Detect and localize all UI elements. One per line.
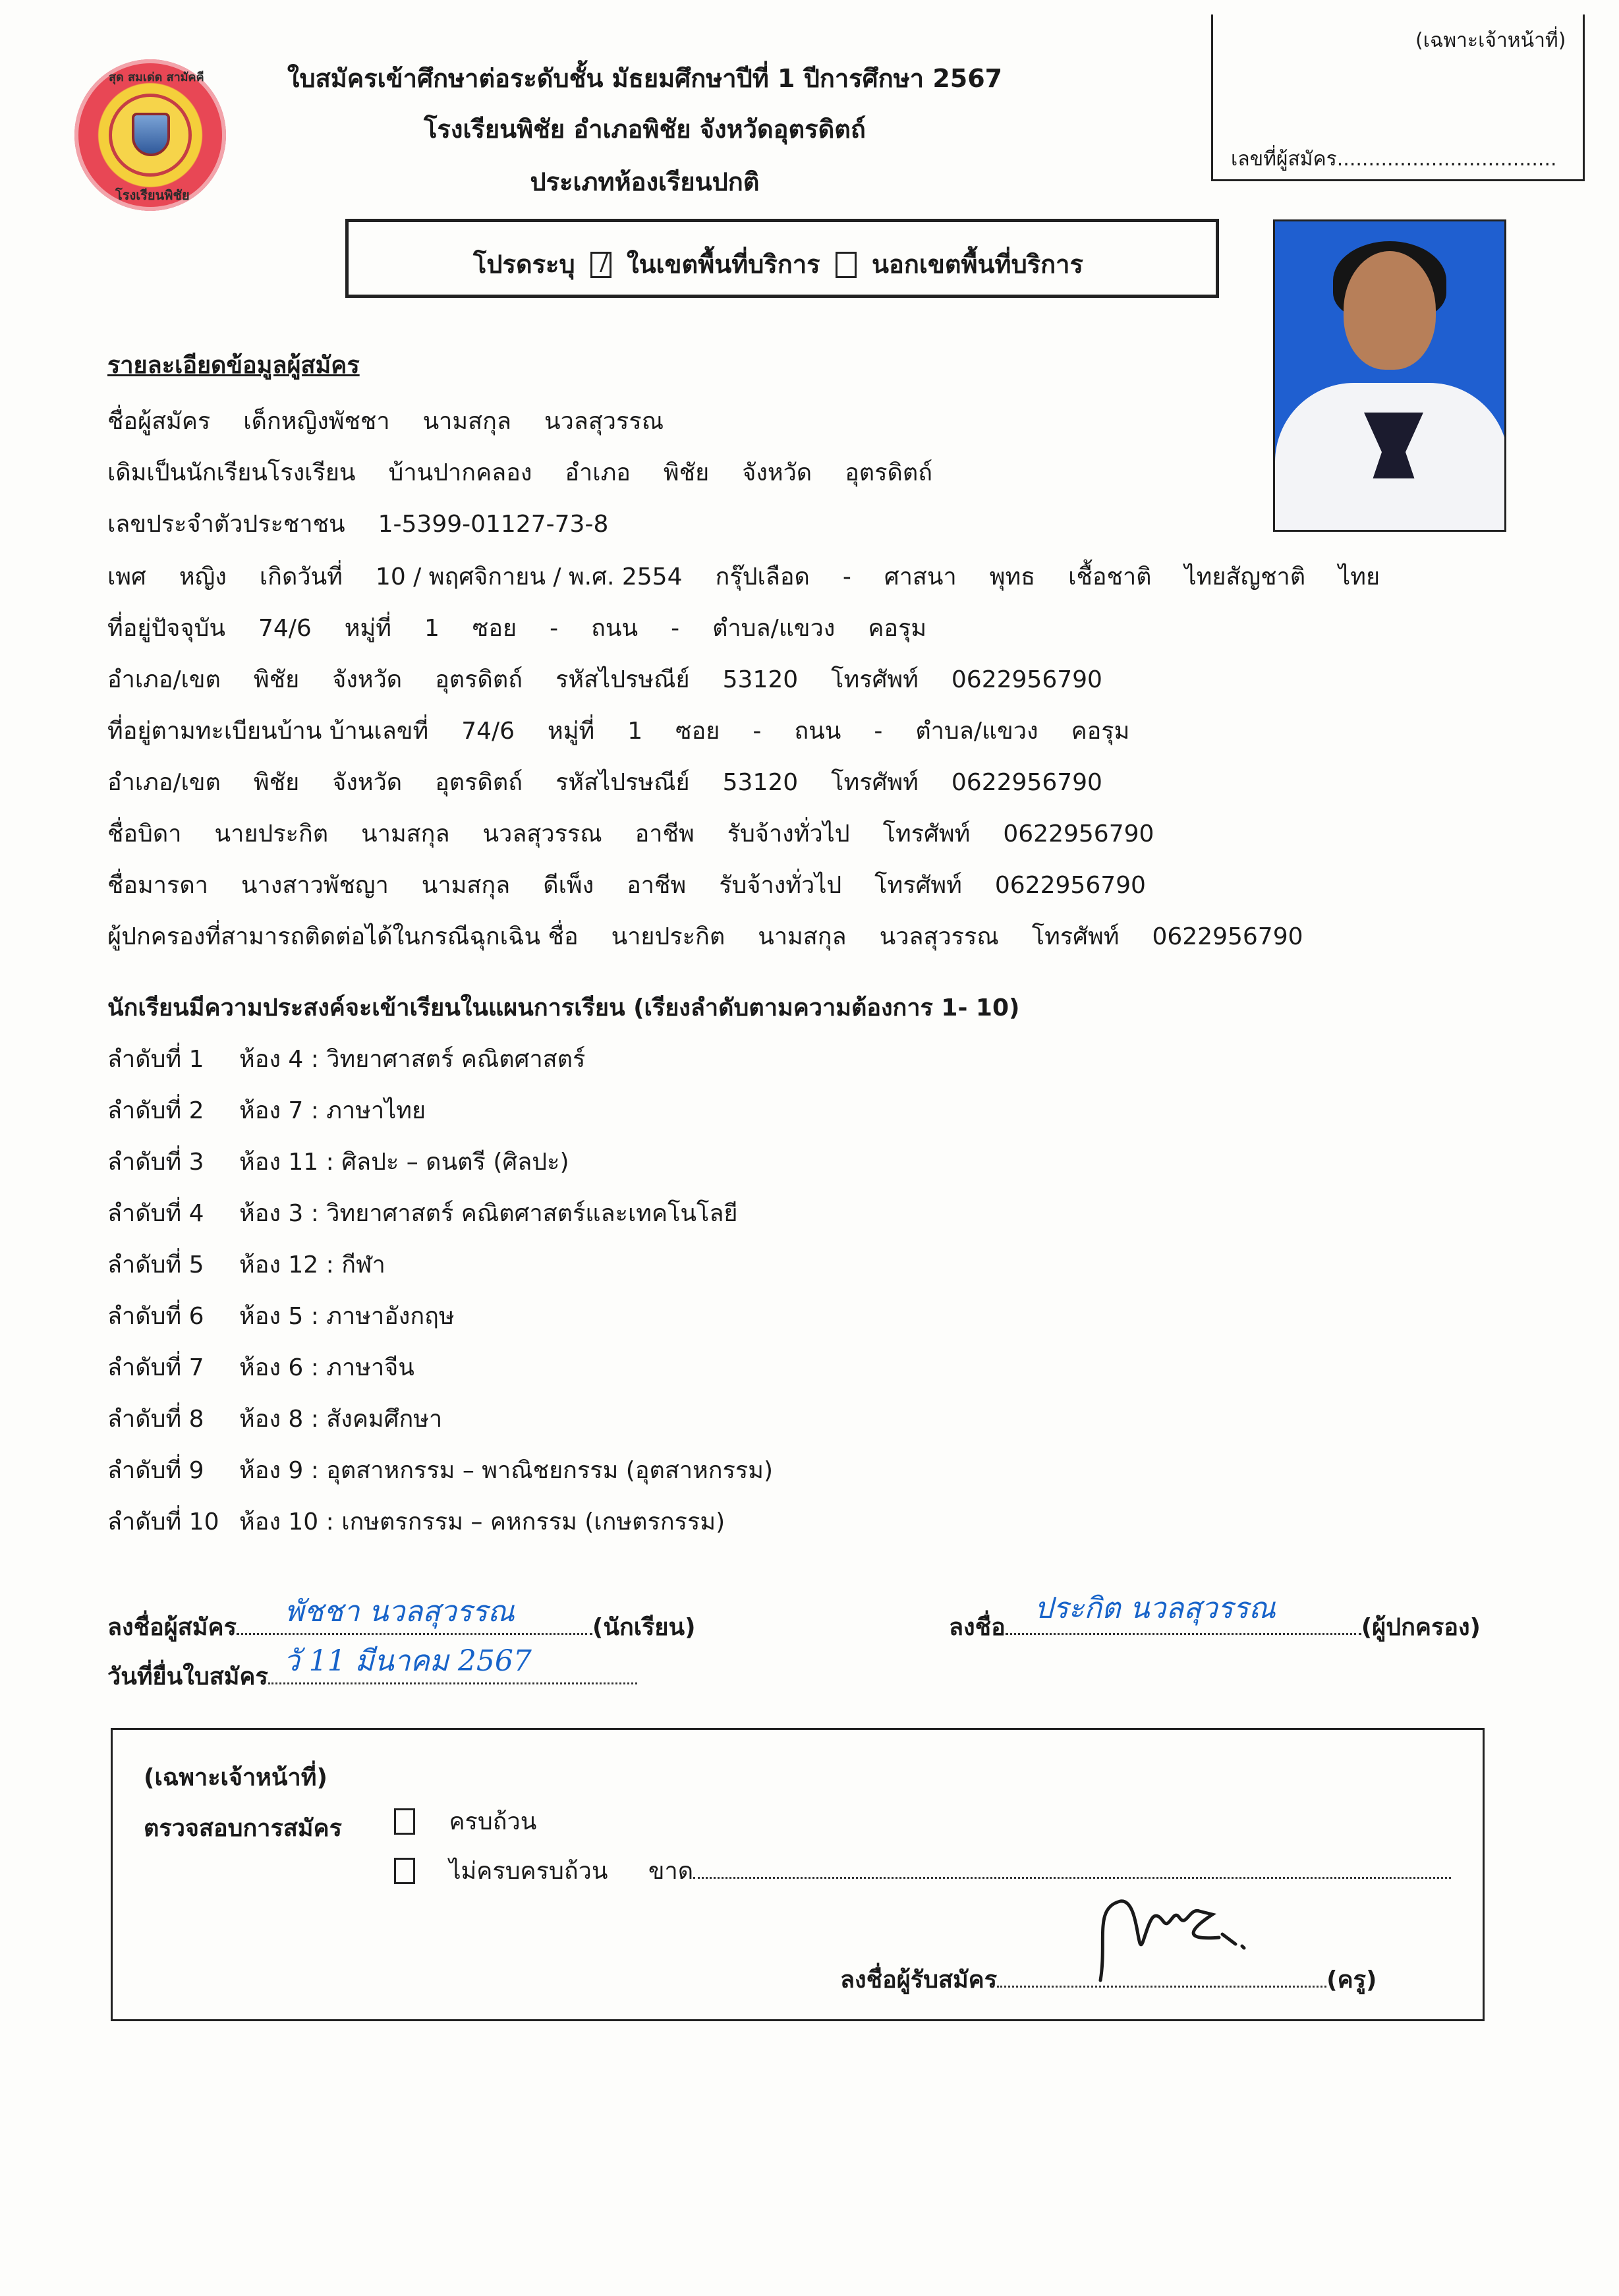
- applicant-handwritten-name: พัชชา นวลสุวรรณ: [285, 1595, 515, 1628]
- detail-value: 0622956790: [994, 872, 1146, 899]
- receiver-signature-icon: [1081, 1881, 1265, 1987]
- in-area-label: ในเขตพื้นที่บริการ: [627, 250, 820, 279]
- preference-room: ห้อง 7 : ภาษาไทย: [239, 1097, 426, 1124]
- guardian-sign-label: ลงชื่อ: [949, 1614, 1006, 1641]
- detail-value: -: [842, 563, 851, 590]
- detail-label: หมู่ที่: [344, 615, 391, 642]
- detail-label: โทรศัพท์: [1031, 923, 1120, 950]
- detail-value: คอรุม: [1071, 718, 1130, 745]
- detail-label: รหัสไปรษณีย์: [555, 769, 690, 796]
- detail-value: หญิง: [179, 563, 227, 590]
- preference-item: [107, 1348, 414, 1386]
- detail-row: [107, 402, 696, 440]
- incomplete-row: [387, 1852, 1451, 1889]
- detail-value: รับจ้างทั่วไป: [727, 820, 850, 847]
- detail-label: ซอย: [675, 718, 720, 745]
- preference-room: ห้อง 6 : ภาษาจีน: [239, 1354, 414, 1381]
- detail-row: [107, 917, 1336, 955]
- detail-value: 0622956790: [951, 769, 1102, 796]
- check-label: ตรวจสอบการสมัคร: [144, 1815, 342, 1842]
- service-area-label: โปรดระบุ: [473, 250, 575, 279]
- detail-value: -: [874, 718, 883, 745]
- detail-label: อาชีพ: [627, 872, 687, 899]
- detail-value: อุตรดิตถ์: [845, 459, 933, 486]
- detail-label: ชื่อบิดา: [107, 820, 182, 847]
- detail-label: ถนน: [794, 718, 841, 745]
- preference-rank: ลำดับที่ 5: [107, 1251, 204, 1278]
- detail-label: อาชีพ: [635, 820, 695, 847]
- detail-label: ที่อยู่ตามทะเบียนบ้าน บ้านเลขที่: [107, 718, 429, 745]
- preferences-heading: นักเรียนมีความประสงค์จะเข้าเรียนในแผนการเรียน (เรียงลำดับตามความต้องการ 1- 10): [107, 994, 1020, 1021]
- applicant-sign-label: ลงชื่อผู้สมัคร: [107, 1614, 237, 1641]
- detail-label: นามสกุล: [421, 872, 511, 899]
- detail-value: บ้านปากคลอง: [388, 459, 532, 486]
- detail-label: โทรศัพท์: [874, 872, 962, 899]
- preference-rank: ลำดับที่ 7: [107, 1354, 204, 1381]
- detail-value: 0622956790: [1152, 923, 1303, 950]
- out-area-label: นอกเขตพื้นที่บริการ: [872, 250, 1083, 279]
- preference-item: [107, 1040, 585, 1077]
- class-type: ประเภทห้องเรียนปกติ: [530, 167, 760, 196]
- guardian-sign-dots[interactable]: [1006, 1633, 1361, 1635]
- preference-room: ห้อง 8 : สังคมศึกษา: [239, 1406, 443, 1433]
- preference-rank: ลำดับที่ 4: [107, 1200, 204, 1227]
- detail-label: นามสกุล: [361, 820, 450, 847]
- detail-label: จังหวัด: [332, 666, 403, 693]
- detail-value: อุตรดิตถ์: [435, 666, 523, 693]
- detail-value: นายประกิต: [611, 923, 725, 950]
- date-label: วันที่ยื่นใบสมัคร: [107, 1663, 268, 1690]
- preference-rank: ลำดับที่ 8: [107, 1406, 204, 1433]
- detail-label: อำเภอ: [565, 459, 631, 486]
- complete-checkbox[interactable]: [394, 1808, 415, 1835]
- applicant-number: เลขที่ผู้สมัคร...................................: [1231, 148, 1557, 171]
- applicant-sign-suffix: (นักเรียน): [592, 1614, 696, 1641]
- preference-room: ห้อง 10 : เกษตรกรรม – คหกรรม (เกษตรกรรม): [239, 1508, 725, 1535]
- detail-label: หมู่ที่: [548, 718, 595, 745]
- preference-rank: ลำดับที่ 2: [107, 1097, 204, 1124]
- detail-row: [107, 558, 1413, 595]
- detail-value: 74/6: [461, 718, 515, 745]
- detail-label: ศาสนา: [884, 563, 957, 590]
- receiver-suffix: (ครู): [1326, 1966, 1377, 1994]
- detail-label: ตำบล/แขวง: [915, 718, 1038, 745]
- detail-value: -: [550, 615, 559, 642]
- detail-label: รหัสไปรษณีย์: [555, 666, 690, 693]
- detail-value: -: [671, 615, 680, 642]
- seal-bottom-text: โรงเรียนพิชัย: [115, 187, 190, 203]
- detail-value: รับจ้างทั่วไป: [719, 872, 842, 899]
- preference-rank: ลำดับที่ 9: [107, 1457, 204, 1484]
- preference-item: [107, 1091, 426, 1129]
- detail-value: 10 / พฤศจิกายน / พ.ศ. 2554: [375, 563, 683, 590]
- detail-label: ซอย: [472, 615, 517, 642]
- office-note: (เฉพาะเจ้าหน้าที่): [1415, 29, 1566, 52]
- detail-label: เดิมเป็นนักเรียนโรงเรียน: [107, 459, 356, 486]
- details-heading: รายละเอียดข้อมูลผู้สมัคร: [107, 352, 360, 379]
- preference-item: [107, 1143, 569, 1180]
- guardian-handwritten-name: ประกิต นวลสุวรรณ: [1035, 1592, 1276, 1625]
- preference-room: ห้อง 5 : ภาษาอังกฤษ: [239, 1303, 455, 1330]
- in-area-checkbox[interactable]: [590, 252, 611, 278]
- detail-value: ดีเพ็ง: [543, 872, 594, 899]
- incomplete-label: ไม่ครบครบถ้วน: [449, 1858, 608, 1885]
- detail-label: ที่อยู่ปัจจุบัน: [107, 615, 225, 642]
- preference-item: [107, 1503, 725, 1540]
- preference-item: [107, 1297, 455, 1335]
- detail-value: 0622956790: [951, 666, 1102, 693]
- date-handwritten: วั 11 มีนาคม 2567: [283, 1644, 532, 1678]
- receiver-label: ลงชื่อผู้รับสมัคร: [840, 1966, 998, 1994]
- detail-label: จังหวัด: [332, 769, 403, 796]
- detail-label: ชื่อผู้สมัคร: [107, 408, 211, 435]
- preference-room: ห้อง 9 : อุตสาหกรรม – พาณิชยกรรม (อุตสาหกรรม): [239, 1457, 774, 1484]
- seal-top-text: สุด สมเด่ด สามัคคี: [109, 71, 204, 84]
- complete-row: [387, 1802, 536, 1840]
- detail-value: 0622956790: [1003, 820, 1154, 847]
- school-name: โรงเรียนพิชัย อำเภอพิชัย จังหวัดอุตรดิตถ์: [424, 115, 866, 144]
- detail-value: -: [753, 718, 762, 745]
- detail-value: นวลสุวรรณ: [879, 923, 999, 950]
- detail-label: ชื่อมารดา: [107, 872, 208, 899]
- detail-row: [107, 712, 1162, 749]
- detail-label: กรุ๊ปเลือด: [715, 563, 810, 590]
- preference-room: ห้อง 3 : วิทยาศาสตร์ คณิตศาสตร์และเทคโนโลยี: [239, 1200, 738, 1227]
- detail-value: อุตรดิตถ์: [435, 769, 523, 796]
- detail-label: นามสกุล: [422, 408, 511, 435]
- detail-label: ถนน: [591, 615, 639, 642]
- service-area-row: [473, 244, 1083, 284]
- detail-label: ไทย: [1338, 563, 1380, 590]
- detail-value: นายประกิต: [214, 820, 329, 847]
- student-photo: [1273, 219, 1506, 532]
- preference-room: ห้อง 4 : วิทยาศาสตร์ คณิตศาสตร์: [239, 1046, 586, 1073]
- preference-rank: ลำดับที่ 6: [107, 1303, 204, 1330]
- detail-label: เชื้อชาติ: [1068, 563, 1152, 590]
- detail-value: ไทยสัญชาติ: [1184, 563, 1306, 590]
- detail-label: ผู้ปกครองที่สามารถติดต่อได้ในกรณีฉุกเฉิน ชื่อ: [107, 923, 579, 950]
- detail-value: 1: [627, 718, 643, 745]
- missing-dots[interactable]: [693, 1877, 1451, 1879]
- detail-label: โทรศัพท์: [882, 820, 971, 847]
- detail-label: จังหวัด: [742, 459, 812, 486]
- detail-label: อำเภอ/เขต: [107, 666, 221, 693]
- incomplete-checkbox[interactable]: [394, 1858, 415, 1884]
- detail-label: อำเภอ/เขต: [107, 769, 221, 796]
- preference-rank: ลำดับที่ 3: [107, 1149, 204, 1176]
- preference-item: [107, 1246, 385, 1283]
- office-check-title: (เฉพาะเจ้าหน้าที่): [144, 1764, 327, 1791]
- detail-value: พิชัย: [253, 666, 300, 693]
- detail-label: โทรศัพท์: [831, 666, 919, 693]
- preference-item: [107, 1400, 442, 1437]
- detail-value: นวลสุวรรณ: [544, 408, 664, 435]
- preference-room: ห้อง 11 : ศิลปะ – ดนตรี (ศิลปะ): [239, 1149, 569, 1176]
- detail-value: พุทธ: [989, 563, 1036, 590]
- detail-label: นามสกุล: [758, 923, 847, 950]
- detail-value: เด็กหญิงพัชชา: [243, 408, 390, 435]
- preference-room: ห้อง 12 : กีฬา: [239, 1251, 385, 1278]
- detail-value: นวลสุวรรณ: [482, 820, 602, 847]
- detail-row: [107, 763, 1135, 801]
- detail-value: 1: [424, 615, 440, 642]
- detail-row: [107, 660, 1135, 698]
- detail-row: [107, 866, 1179, 904]
- preference-rank: ลำดับที่ 10: [107, 1508, 219, 1535]
- detail-label: โทรศัพท์: [831, 769, 919, 796]
- form-title: ใบสมัครเข้าศึกษาต่อระดับชั้น มัธยมศึกษาปีที่ 1 ปีการศึกษา 2567: [287, 64, 1003, 93]
- detail-value: คอรุม: [868, 615, 927, 642]
- detail-row: [107, 815, 1187, 852]
- detail-row: [107, 453, 965, 491]
- detail-label: ตำบล/แขวง: [712, 615, 836, 642]
- detail-label: เพศ: [107, 563, 146, 590]
- detail-value: 53120: [722, 666, 799, 693]
- detail-value: พิชัย: [663, 459, 710, 486]
- detail-value: พิชัย: [253, 769, 300, 796]
- detail-label: เกิดวันที่: [259, 563, 343, 590]
- preference-item: [107, 1451, 773, 1489]
- out-area-checkbox[interactable]: [836, 252, 857, 278]
- detail-row: [107, 505, 641, 542]
- preference-item: [107, 1194, 738, 1232]
- detail-value: 53120: [722, 769, 799, 796]
- detail-value: นางสาวพัชญา: [241, 872, 389, 899]
- missing-label: ขาด: [648, 1858, 694, 1885]
- detail-value: 1-5399-01127-73-8: [378, 511, 609, 538]
- complete-label: ครบถ้วน: [449, 1808, 537, 1835]
- detail-value: 74/6: [258, 615, 312, 642]
- detail-label: เลขประจำตัวประชาชน: [107, 511, 345, 538]
- detail-row: [107, 609, 959, 646]
- guardian-sign-suffix: (ผู้ปกครอง): [1361, 1614, 1481, 1641]
- preference-rank: ลำดับที่ 1: [107, 1046, 204, 1073]
- photo-face: [1344, 251, 1436, 370]
